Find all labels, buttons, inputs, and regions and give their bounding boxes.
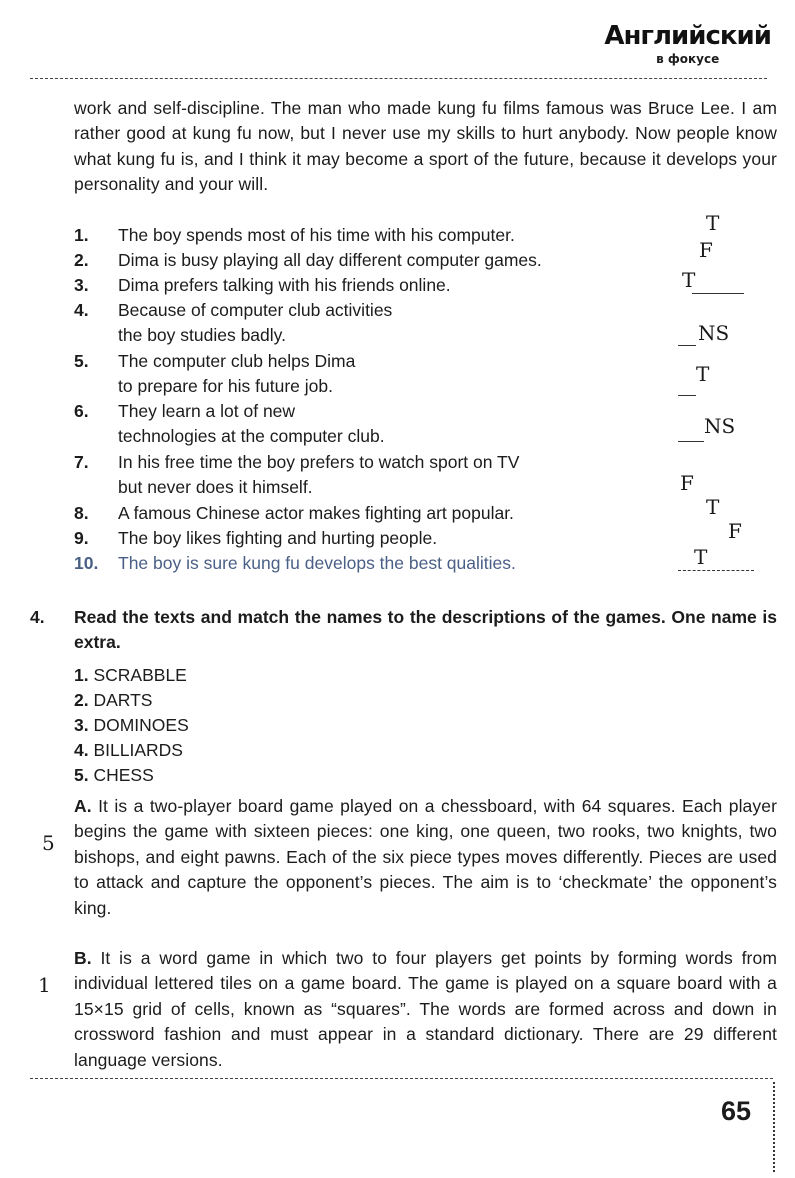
statement-number: 3. [74, 275, 89, 295]
logo-title: Английский [604, 21, 771, 51]
statement-text: The boy spends most of his time with his computer. [118, 225, 515, 245]
statement-text-line1: In his free time the boy prefers to watch sport on TV [118, 452, 520, 472]
logo-subtitle: в фокусе [656, 52, 720, 66]
statement-number: 10. [74, 553, 99, 573]
statement-number: 6. [74, 401, 89, 421]
description-a [74, 794, 777, 921]
statement-text: The boy is sure kung fu develops the best qualities. [118, 553, 516, 573]
statement-text: Dima prefers talking with his friends online. [118, 275, 451, 295]
header-rule [30, 78, 767, 79]
answer-blank-line [678, 441, 704, 442]
statement-4 [74, 298, 664, 349]
description-label: B. [74, 948, 92, 968]
game-option-5 [74, 763, 154, 788]
description-b [74, 946, 777, 1073]
statement-number: 2. [74, 250, 89, 270]
statement-9 [74, 526, 664, 551]
handwritten-answer-9: F [728, 519, 742, 543]
game-number: 1. [74, 665, 89, 685]
handwritten-answer-2: F [699, 238, 713, 262]
answer-blank-line [678, 570, 754, 571]
textbook-logo [604, 22, 771, 66]
footer-rule [30, 1078, 773, 1079]
statement-text-line2: to prepare for his future job. [118, 376, 333, 397]
game-option-2 [74, 688, 152, 713]
statement-7 [74, 450, 664, 501]
game-name: CHESS [93, 765, 154, 785]
description-text: It is a two-player board game played on a chessboard, with 64 squares. Each player begins the game with sixteen pieces: one king, one queen, two rooks, two knights, two bishops, and eight pawns. Each of the six piece types moves differently. Pieces are used to attack and capture the opponent’s pieces. The aim is to ‘checkmate’ the opponent’s king. [74, 796, 777, 918]
game-number: 5. [74, 765, 89, 785]
statement-number: 4. [74, 300, 89, 320]
game-number: 2. [74, 690, 89, 710]
statement-text-line1: Because of computer club activities [118, 300, 393, 320]
statement-text-line2: the boy studies badly. [118, 325, 286, 346]
text-continuation: work and self-discipline. The man who made kung fu films famous was Bruce Lee. I am rather good at kung fu now, but I never use my skills to hurt anybody. Now people know what kung fu is, and I think it may become a sport of the future, because it develops your personality and your will. [74, 98, 777, 195]
statement-number: 5. [74, 351, 89, 371]
handwritten-answer-3: T [682, 268, 696, 292]
game-number: 4. [74, 740, 89, 760]
statement-5 [74, 349, 664, 400]
statement-number: 7. [74, 452, 89, 472]
statement-text-line2: but never does it himself. [118, 477, 313, 498]
statement-10 [74, 551, 664, 576]
description-label: A. [74, 796, 92, 816]
handwritten-answer-6: NS [704, 414, 736, 438]
statement-number: 9. [74, 528, 89, 548]
statement-text-line2: technologies at the computer club. [118, 426, 385, 447]
statement-2 [74, 248, 664, 273]
handwritten-answer-5: T [696, 362, 710, 386]
statement-text: The boy likes fighting and hurting people. [118, 528, 438, 548]
handwritten-answer-7: F [680, 471, 694, 495]
statement-text: Dima is busy playing all day different computer games. [118, 250, 542, 270]
statement-number: 8. [74, 503, 89, 523]
game-name: DOMINOES [93, 715, 189, 735]
handwritten-match-b: 1 [38, 973, 51, 997]
handwritten-answer-8: T [706, 495, 720, 519]
handwritten-answer-10: T [694, 545, 708, 569]
answer-blank-line [678, 395, 696, 396]
statement-text-line1: They learn a lot of new [118, 401, 296, 421]
game-name: SCRABBLE [93, 665, 187, 685]
statement-8 [74, 501, 664, 526]
task-number: 4. [30, 607, 45, 627]
handwritten-match-a: 5 [42, 831, 55, 855]
statement-1 [74, 223, 664, 248]
game-option-1 [74, 663, 187, 688]
answer-blank-line [678, 345, 696, 346]
game-name: DARTS [93, 690, 153, 710]
answer-blank-line [692, 293, 744, 294]
page-number: 65 [720, 1096, 751, 1126]
handwritten-answer-1: T [706, 211, 720, 235]
description-text: It is a word game in which two to four players get points by forming words from individual lettered tiles on a game board. The game is played on a square board with a 15×15 grid of cells, known as “squares”. The words are formed across and down in crossword fashion and must appear in a standard dictionary. There are 29 different language versions. [74, 948, 777, 1070]
margin-dotted-line [773, 1082, 775, 1172]
statement-3 [74, 273, 664, 298]
statement-text-line1: The computer club helps Dima [118, 351, 356, 371]
game-number: 3. [74, 715, 89, 735]
statement-6 [74, 399, 664, 450]
handwritten-answer-4: NS [698, 321, 730, 345]
game-option-3 [74, 713, 189, 738]
game-name: BILLIARDS [93, 740, 183, 760]
statement-text: A famous Chinese actor makes fighting art popular. [118, 503, 514, 523]
statement-number: 1. [74, 225, 89, 245]
game-option-4 [74, 738, 183, 763]
task-instruction: Read the texts and match the names to the descriptions of the games. One name is extra. [74, 607, 777, 653]
